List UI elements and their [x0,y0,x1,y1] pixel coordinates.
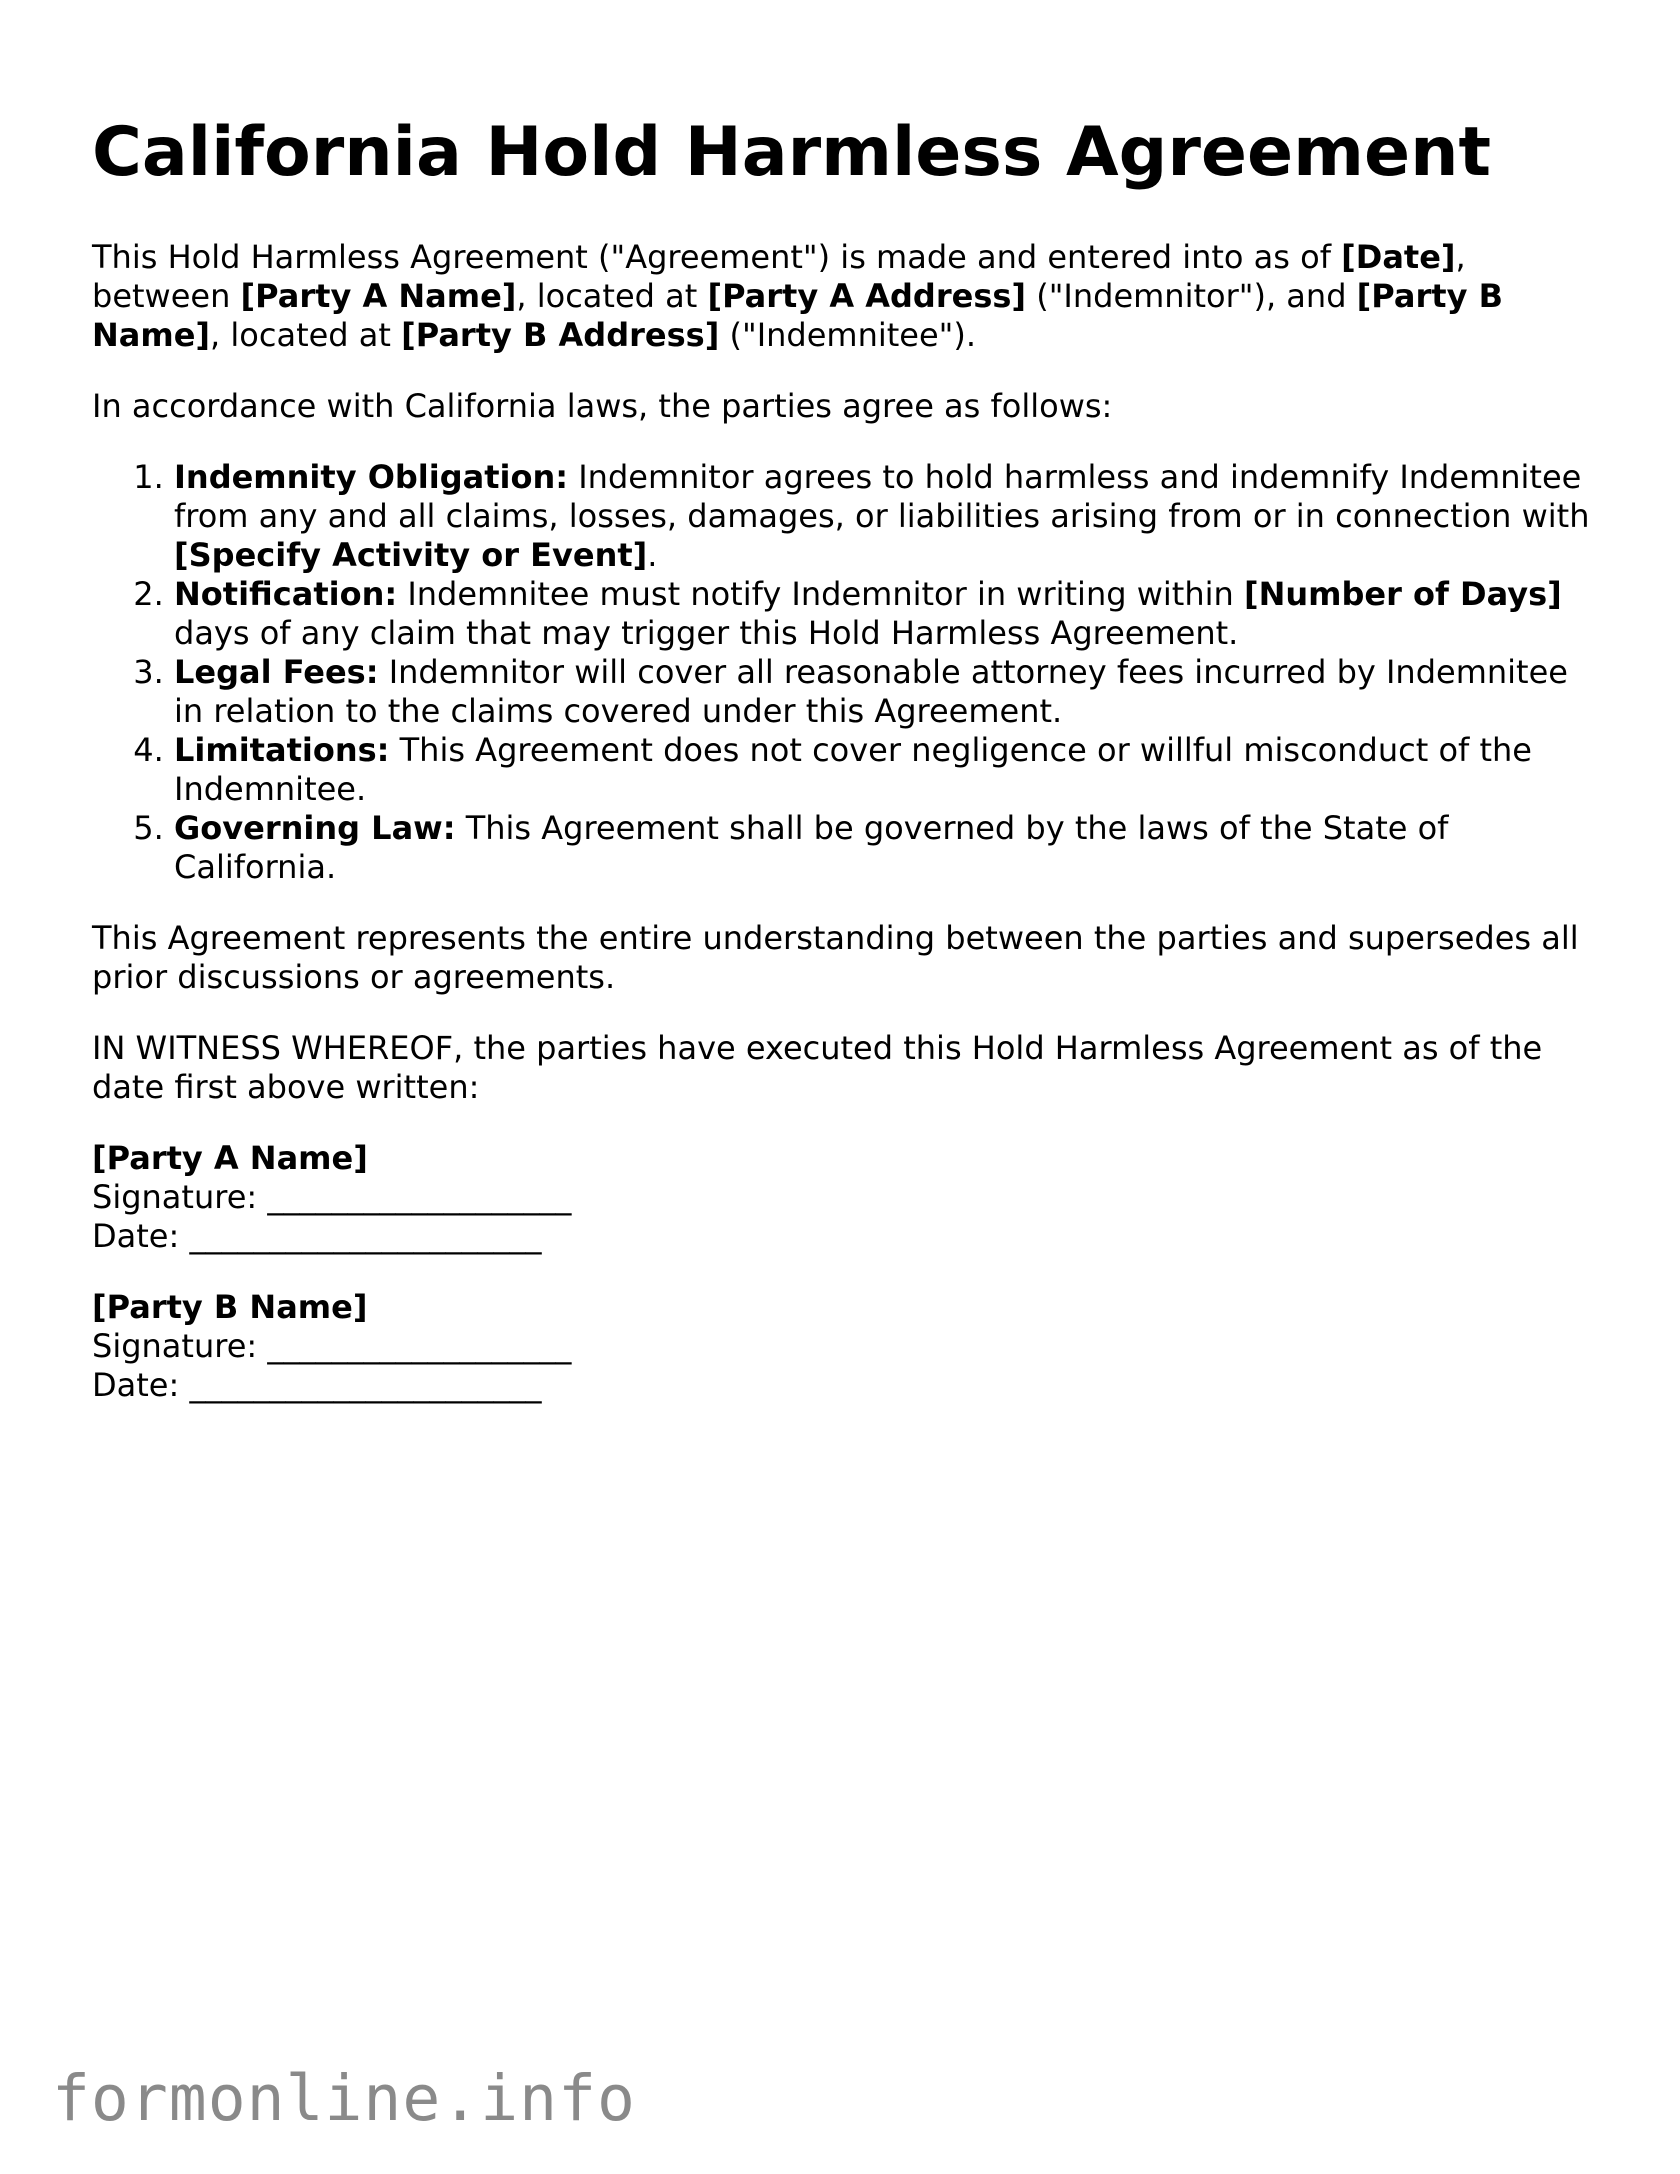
intro-text: , located at [516,276,708,315]
party-a-name-placeholder: [Party A Name] [240,276,517,315]
clause-text: This Agreement does not cover negligence or willful misconduct of the Indemnitee. [174,730,1532,808]
intro-text: , between [92,237,1466,315]
intro-text: , located at [210,315,402,354]
clause-label: Limitations: [174,730,390,769]
clause-tail: days of any claim that may trigger this Hold Harmless Agreement. [174,613,1239,652]
signature-party-name: [Party A Name] [92,1138,368,1177]
clause-item [174,653,1592,731]
intro-text: ("Indemnitee"). [719,315,977,354]
clause-text: This Agreement shall be governed by the laws of the State of California. [174,808,1449,886]
signature-line: Signature: ___________________ [92,1177,572,1216]
intro-paragraph [92,238,1592,355]
activity-placeholder: [Specify Activity or Event] [174,535,648,574]
clause-list [92,458,1592,887]
clause-text: Indemnitee must notify Indemnitor in writing within [397,574,1244,613]
clause-item [174,575,1592,653]
party-b-address-placeholder: [Party B Address] [401,315,720,354]
clause-item [174,809,1592,887]
accordance-paragraph: In accordance with California laws, the parties agree as follows: [92,386,1113,425]
clause-label: Legal Fees: [174,652,379,691]
clause-label: Indemnity Obligation: [174,457,569,496]
clause-label: Notification: [174,574,398,613]
clause-label: Governing Law: [174,808,456,847]
intro-text: ("Indemnitor"), and [1026,276,1357,315]
clause-text: Indemnitor will cover all reasonable attorney fees incurred by Indemnitee in relation to the claims covered under this Agreement. [174,652,1568,730]
intro-text: This Hold Harmless Agreement ("Agreement") is made and entered into as of [92,237,1342,276]
clause-text: Indemnitor agrees to hold harmless and indemnify Indemnitee from any and all claims, losses, damages, or liabilities arising from or in connection with [174,457,1590,535]
days-placeholder: [Number of Days] [1243,574,1562,613]
witness-paragraph: IN WITNESS WHEREOF, the parties have executed this Hold Harmless Agreement as of the date first above written: [92,1028,1543,1106]
document-title: California Hold Harmless Agreement [92,113,1492,192]
document-page [92,112,1592,1437]
date-placeholder: [Date] [1341,237,1456,276]
entire-agreement-paragraph: This Agreement represents the entire understanding between the parties and supersedes all prior discussions or agreements. [92,918,1579,996]
date-line: Date: ______________________ [92,1216,542,1255]
signature-block-party-a [92,1139,1592,1256]
clause-tail: . [647,535,658,574]
signature-block-party-b [92,1288,1592,1405]
party-a-address-placeholder: [Party A Address] [707,276,1027,315]
clause-item [174,731,1592,809]
date-line: Date: ______________________ [92,1365,542,1404]
clause-item [174,458,1592,575]
watermark: formonline.info [52,2062,636,2135]
signature-party-name: [Party B Name] [92,1287,368,1326]
party-b-name-placeholder: [Party B Name] [92,276,1503,354]
signature-line: Signature: ___________________ [92,1326,572,1365]
